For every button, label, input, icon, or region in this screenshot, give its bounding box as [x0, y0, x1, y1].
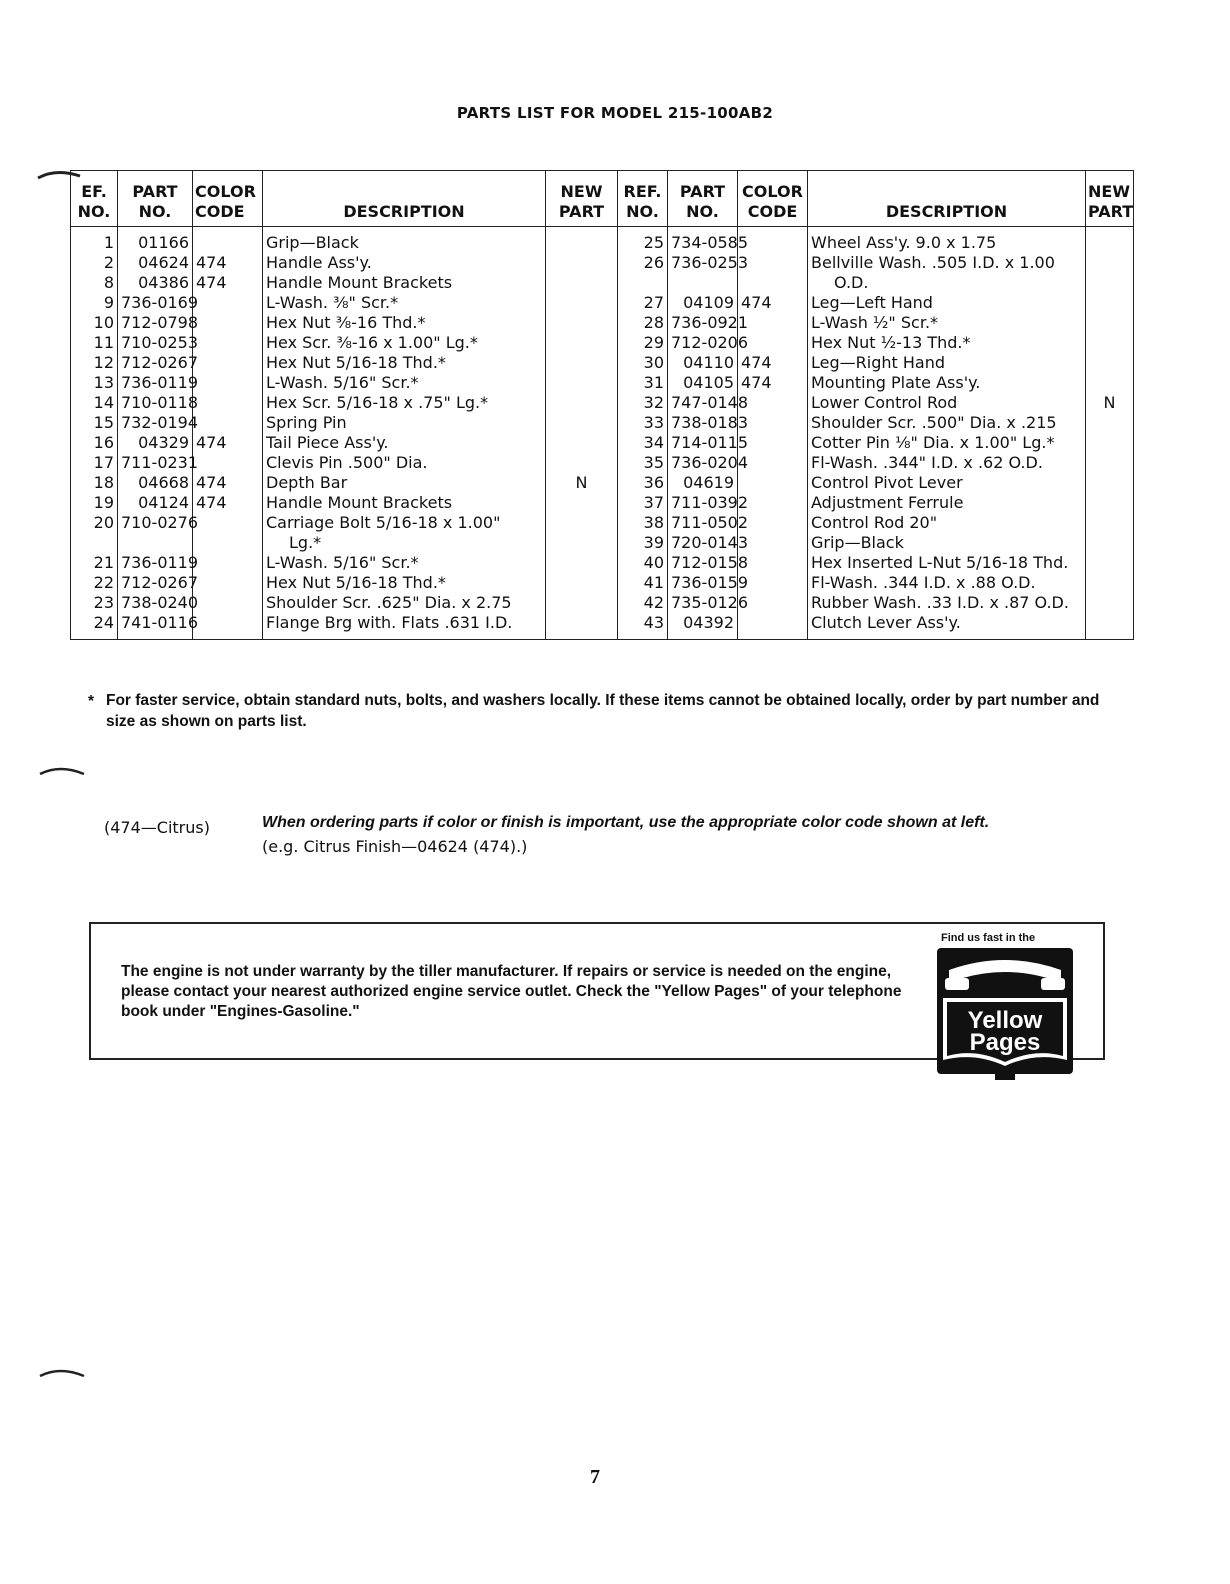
table-cell: Shoulder Scr. .625" Dia. x 2.75	[263, 593, 546, 613]
table-cell: Carriage Bolt 5/16-18 x 1.00"	[263, 513, 546, 533]
table-row	[71, 453, 1134, 473]
table-cell: 712-0158	[668, 553, 738, 573]
table-cell: 711-0392	[668, 493, 738, 513]
table-cell: Mounting Plate Ass'y.	[808, 373, 1086, 393]
table-row	[71, 593, 1134, 613]
table-cell: 10	[71, 313, 118, 333]
table-cell	[738, 573, 808, 593]
table-cell	[1086, 453, 1134, 473]
table-row	[71, 227, 1134, 254]
table-row	[71, 613, 1134, 640]
table-cell: 40	[618, 553, 668, 573]
table-cell: 741-0116	[118, 613, 193, 640]
table-cell	[546, 553, 618, 573]
table-cell: 474	[193, 493, 263, 513]
table-cell: Rubber Wash. .33 I.D. x .87 O.D.	[808, 593, 1086, 613]
table-cell: 474	[193, 433, 263, 453]
table-cell: 37	[618, 493, 668, 513]
table-cell	[193, 227, 263, 254]
logo-word-pages: Pages	[969, 1029, 1041, 1056]
table-cell: 474	[193, 473, 263, 493]
table-cell: 14	[71, 393, 118, 413]
table-cell: 734-0585	[668, 227, 738, 254]
table-cell: 26	[618, 253, 668, 273]
table-cell	[546, 313, 618, 333]
table-cell	[118, 533, 193, 553]
table-cell	[618, 273, 668, 293]
table-cell	[546, 293, 618, 313]
table-cell	[1086, 227, 1134, 254]
table-cell: 736-0159	[668, 573, 738, 593]
table-cell	[1086, 573, 1134, 593]
table-cell	[738, 273, 808, 293]
table-cell	[193, 413, 263, 433]
table-cell: Cotter Pin ⅛" Dia. x 1.00" Lg.*	[808, 433, 1086, 453]
table-header-row	[71, 171, 1134, 227]
column-header: DESCRIPTION	[263, 171, 546, 227]
table-cell: Grip—Black	[263, 227, 546, 254]
table-row	[71, 313, 1134, 333]
table-cell: Clutch Lever Ass'y.	[808, 613, 1086, 640]
table-cell	[546, 227, 618, 254]
table-row	[71, 533, 1134, 553]
table-cell: 43	[618, 613, 668, 640]
table-cell: Tail Piece Ass'y.	[263, 433, 546, 453]
table-row	[71, 473, 1134, 493]
table-cell: 39	[618, 533, 668, 553]
table-cell	[738, 227, 808, 254]
table-cell: 711-0502	[668, 513, 738, 533]
table-cell: 1	[71, 227, 118, 254]
table-cell	[546, 613, 618, 640]
table-cell	[193, 333, 263, 353]
table-cell: 712-0267	[118, 353, 193, 373]
table-cell: L-Wash. 5/16" Scr.*	[263, 553, 546, 573]
table-cell: 04124	[118, 493, 193, 513]
column-header: DESCRIPTION	[808, 171, 1086, 227]
table-cell: 736-0204	[668, 453, 738, 473]
table-cell: 711-0231	[118, 453, 193, 473]
table-cell: 17	[71, 453, 118, 473]
column-header: NEW PART	[546, 171, 618, 227]
table-cell: 30	[618, 353, 668, 373]
table-cell: 8	[71, 273, 118, 293]
table-cell	[193, 593, 263, 613]
table-cell: 720-0143	[668, 533, 738, 553]
table-cell	[546, 453, 618, 473]
table-row	[71, 393, 1134, 413]
table-cell: Adjustment Ferrule	[808, 493, 1086, 513]
table-cell	[1086, 553, 1134, 573]
column-header: PART NO.	[118, 171, 193, 227]
table-cell: 04668	[118, 473, 193, 493]
table-cell	[738, 433, 808, 453]
table-cell: 33	[618, 413, 668, 433]
table-row	[71, 253, 1134, 273]
table-cell: 41	[618, 573, 668, 593]
table-row	[71, 373, 1134, 393]
table-cell: 38	[618, 513, 668, 533]
table-row	[71, 293, 1134, 313]
table-cell: 474	[738, 293, 808, 313]
table-cell: 23	[71, 593, 118, 613]
table-cell	[193, 353, 263, 373]
column-header: COLOR CODE	[738, 171, 808, 227]
table-cell	[193, 293, 263, 313]
table-cell	[193, 453, 263, 473]
table-cell: 474	[738, 373, 808, 393]
table-cell	[738, 333, 808, 353]
table-cell: 20	[71, 513, 118, 533]
table-cell: Control Rod 20"	[808, 513, 1086, 533]
table-cell: N	[1086, 393, 1134, 413]
table-cell	[1086, 313, 1134, 333]
table-cell: Shoulder Scr. .500" Dia. x .215	[808, 413, 1086, 433]
table-cell: 710-0253	[118, 333, 193, 353]
table-cell	[546, 513, 618, 533]
table-cell: 34	[618, 433, 668, 453]
table-cell: Wheel Ass'y. 9.0 x 1.75	[808, 227, 1086, 254]
table-cell	[71, 533, 118, 553]
table-cell	[1086, 413, 1134, 433]
table-cell: 04619	[668, 473, 738, 493]
table-cell	[738, 393, 808, 413]
table-cell	[546, 493, 618, 513]
table-cell: Hex Nut 5/16-18 Thd.*	[263, 353, 546, 373]
table-cell: 712-0206	[668, 333, 738, 353]
table-cell	[193, 373, 263, 393]
table-cell	[738, 613, 808, 640]
table-cell: 22	[71, 573, 118, 593]
table-cell	[193, 393, 263, 413]
table-cell	[738, 593, 808, 613]
table-cell: 04386	[118, 273, 193, 293]
table-cell	[193, 613, 263, 640]
table-cell: 9	[71, 293, 118, 313]
table-cell	[193, 533, 263, 553]
table-cell	[1086, 493, 1134, 513]
column-header: PART NO.	[668, 171, 738, 227]
table-cell: Depth Bar	[263, 473, 546, 493]
table-cell: Control Pivot Lever	[808, 473, 1086, 493]
table-cell: Hex Inserted L-Nut 5/16-18 Thd.	[808, 553, 1086, 573]
table-cell: N	[546, 473, 618, 493]
table-cell	[738, 253, 808, 273]
table-cell: Handle Mount Brackets	[263, 273, 546, 293]
table-cell	[1086, 333, 1134, 353]
table-cell	[1086, 593, 1134, 613]
color-code-note: When ordering parts if color or finish is important, use the appropriate color code shown at left.	[262, 814, 990, 831]
table-cell: Hex Nut ⅜-16 Thd.*	[263, 313, 546, 333]
table-cell: 13	[71, 373, 118, 393]
table-cell: 35	[618, 453, 668, 473]
table-cell: 19	[71, 493, 118, 513]
table-cell	[738, 453, 808, 473]
table-cell	[546, 373, 618, 393]
table-cell: 474	[193, 273, 263, 293]
parts-table	[70, 170, 1134, 640]
table-row	[71, 353, 1134, 373]
table-cell	[668, 273, 738, 293]
table-cell	[1086, 533, 1134, 553]
scan-mark-icon	[38, 1362, 88, 1382]
table-cell: 738-0183	[668, 413, 738, 433]
table-cell: 15	[71, 413, 118, 433]
table-cell: 31	[618, 373, 668, 393]
table-cell	[1086, 513, 1134, 533]
table-cell: 04110	[668, 353, 738, 373]
table-cell: L-Wash. 5/16" Scr.*	[263, 373, 546, 393]
table-cell	[1086, 613, 1134, 640]
table-cell: 712-0267	[118, 573, 193, 593]
table-cell: Handle Ass'y.	[263, 253, 546, 273]
table-cell	[1086, 433, 1134, 453]
find-us-text: Find us fast in the	[941, 932, 1036, 944]
table-cell	[738, 553, 808, 573]
table-cell: 24	[71, 613, 118, 640]
table-cell: Lower Control Rod	[808, 393, 1086, 413]
table-cell	[1086, 473, 1134, 493]
table-cell: 04109	[668, 293, 738, 313]
table-cell: 04624	[118, 253, 193, 273]
table-cell: Lg.*	[263, 533, 546, 553]
table-cell: 2	[71, 253, 118, 273]
table-cell: 710-0118	[118, 393, 193, 413]
table-cell: 738-0240	[118, 593, 193, 613]
table-cell: 736-0253	[668, 253, 738, 273]
column-header: NEW PART	[1086, 171, 1134, 227]
table-cell	[546, 333, 618, 353]
table-cell	[738, 493, 808, 513]
table-cell	[1086, 373, 1134, 393]
table-cell: 25	[618, 227, 668, 254]
page-title: PARTS LIST FOR MODEL 215-100AB2	[456, 104, 774, 122]
table-cell	[193, 573, 263, 593]
footnote-marker: *	[88, 693, 95, 710]
table-cell	[738, 313, 808, 333]
column-header: COLOR CODE	[193, 171, 263, 227]
table-cell	[1086, 273, 1134, 293]
table-cell: 714-0115	[668, 433, 738, 453]
table-cell	[738, 533, 808, 553]
table-row	[71, 333, 1134, 353]
page-number: 7	[590, 1466, 600, 1488]
table-cell	[1086, 293, 1134, 313]
table-cell: 04392	[668, 613, 738, 640]
table-cell: 712-0798	[118, 313, 193, 333]
table-cell: Bellville Wash. .505 I.D. x 1.00	[808, 253, 1086, 273]
table-cell: 732-0194	[118, 413, 193, 433]
table-cell	[546, 533, 618, 553]
table-cell: 21	[71, 553, 118, 573]
table-row	[71, 513, 1134, 533]
table-cell: Spring Pin	[263, 413, 546, 433]
table-cell: 29	[618, 333, 668, 353]
table-cell: O.D.	[808, 273, 1086, 293]
table-cell: Hex Scr. 5/16-18 x .75" Lg.*	[263, 393, 546, 413]
table-cell: Flange Brg with. Flats .631 I.D.	[263, 613, 546, 640]
table-row	[71, 413, 1134, 433]
yellow-pages-logo-icon	[935, 948, 1075, 1082]
table-row	[71, 573, 1134, 593]
table-cell: 18	[71, 473, 118, 493]
table-cell	[1086, 253, 1134, 273]
table-body	[71, 227, 1134, 640]
table-cell	[1086, 353, 1134, 373]
table-cell	[193, 313, 263, 333]
table-cell: 16	[71, 433, 118, 453]
table-cell	[546, 273, 618, 293]
table-cell	[546, 593, 618, 613]
table-cell	[546, 433, 618, 453]
table-cell: 32	[618, 393, 668, 413]
table-cell: Fl-Wash. .344 I.D. x .88 O.D.	[808, 573, 1086, 593]
footnote	[88, 690, 1118, 732]
color-code-label: (474—Citrus)	[104, 818, 210, 837]
table-cell: 12	[71, 353, 118, 373]
table-cell: 735-0126	[668, 593, 738, 613]
table-cell: 27	[618, 293, 668, 313]
table-cell: 42	[618, 593, 668, 613]
table-cell: 28	[618, 313, 668, 333]
scan-mark-icon	[38, 760, 88, 780]
table-cell: 04329	[118, 433, 193, 453]
table-cell	[546, 253, 618, 273]
table-cell: Hex Nut 5/16-18 Thd.*	[263, 573, 546, 593]
table-cell: 01166	[118, 227, 193, 254]
table-cell	[738, 513, 808, 533]
table-cell: 736-0921	[668, 313, 738, 333]
table-cell: 736-0119	[118, 553, 193, 573]
table-cell: L-Wash ½" Scr.*	[808, 313, 1086, 333]
table-cell: 04105	[668, 373, 738, 393]
table-cell: Hex Nut ½-13 Thd.*	[808, 333, 1086, 353]
footnote-text: For faster service, obtain standard nuts, bolts, and washers locally. If these items cannot be obtained locally, order by part number and size as shown on parts list.	[106, 692, 1100, 730]
table-row	[71, 493, 1134, 513]
table-cell	[546, 573, 618, 593]
table-cell: L-Wash. ⅜" Scr.*	[263, 293, 546, 313]
table-cell: Grip—Black	[808, 533, 1086, 553]
table-cell: 474	[193, 253, 263, 273]
table-cell	[193, 513, 263, 533]
logo-word-yellow: Yellow	[967, 1007, 1043, 1034]
table-cell: 474	[738, 353, 808, 373]
column-header: EF. NO.	[71, 171, 118, 227]
column-header: REF. NO.	[618, 171, 668, 227]
table-cell: Leg—Left Hand	[808, 293, 1086, 313]
table-cell: Handle Mount Brackets	[263, 493, 546, 513]
table-cell: 747-0148	[668, 393, 738, 413]
table-cell: Clevis Pin .500" Dia.	[263, 453, 546, 473]
table-row	[71, 273, 1134, 293]
table-cell: 710-0276	[118, 513, 193, 533]
table-row	[71, 553, 1134, 573]
table-cell: Fl-Wash. .344" I.D. x .62 O.D.	[808, 453, 1086, 473]
table-cell: Hex Scr. ⅜-16 x 1.00" Lg.*	[263, 333, 546, 353]
table-row	[71, 433, 1134, 453]
table-cell: 736-0169	[118, 293, 193, 313]
table-cell	[546, 413, 618, 433]
table-cell	[193, 553, 263, 573]
table-cell	[546, 353, 618, 373]
table-cell	[738, 413, 808, 433]
scan-mark-icon	[36, 166, 82, 184]
table-cell	[738, 473, 808, 493]
table-cell: 736-0119	[118, 373, 193, 393]
color-code-example: (e.g. Citrus Finish—04624 (474).)	[262, 837, 528, 856]
table-cell: 11	[71, 333, 118, 353]
table-cell	[546, 393, 618, 413]
table-cell: 36	[618, 473, 668, 493]
table-cell: Leg—Right Hand	[808, 353, 1086, 373]
warranty-text: The engine is not under warranty by the tiller manufacturer. If repairs or service is needed on the engine, please contact your nearest authorized engine service outlet. Check the "Yellow Pages" of your telephone book under "Engines-Gasoline."	[121, 963, 902, 1020]
